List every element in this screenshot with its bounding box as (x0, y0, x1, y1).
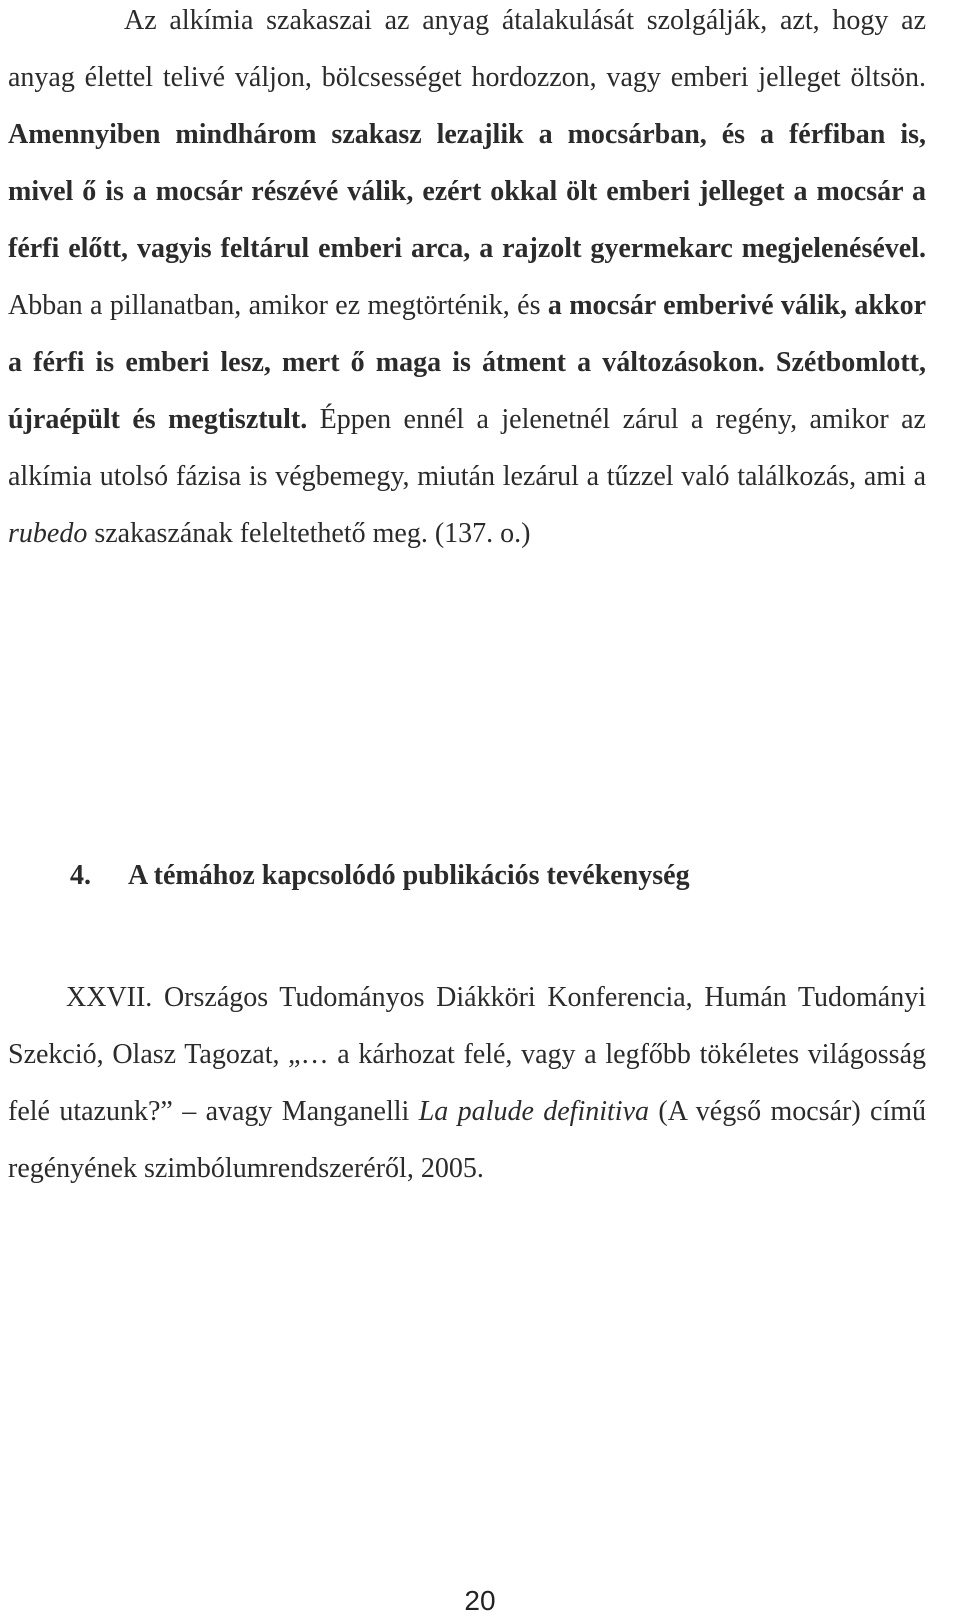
p1-bold-passage-2: a mocsár emberivé válik, akkor a férfi is emberi lesz, mert ő maga is átment a változásokon. Szétbomlott, újraépült és megtisztult. (8, 290, 926, 435)
publication-text: XXVII. Országos Tudományos Diákköri Konferencia, Humán Tudományi Szekció, Olasz Tagozat, „… a kárhozat felé, vagy a legfőbb tökéletes világosság felé utazunk?” – avagy Manganelli (8, 982, 926, 1127)
page-number: 20 (464, 1585, 496, 1616)
section-heading (70, 856, 690, 896)
p1-bold-passage: Amennyiben mindhárom szakasz lezajlik a mocsárban, és a férfiban is, mivel ő is a mocsár részévé válik, ezért okkal ölt emberi jelleget a mocsár a férfi előtt, vagyis feltárul emberi arca, a rajzolt gyermekarc megjelenésével. (8, 119, 926, 264)
body-paragraph-1 (8, 0, 926, 562)
p1-plain-passage-2: Éppen ennél a jelenetnél zárul a regény, amikor az alkímia utolsó fázisa is végbemegy, miután lezárul a tűzzel való találkozás, ami a (8, 404, 926, 492)
publication-text-end: (A végső mocsár) című regényének szimbólumrendszeréről, 2005. (8, 1096, 927, 1184)
section-number: 4. (70, 860, 91, 891)
p1-closing-text: szakaszának feleltethető meg. (137. o.) (87, 518, 531, 549)
section-title: A témához kapcsolódó publikációs tevékenység (128, 860, 690, 891)
p1-sentence-plain: Az alkímia szakaszai az anyag átalakulását szolgálják, azt, hogy az anyag élettel telivé váljon, bölcsességet hordozzon, vagy emberi jelleget öltsön. (8, 5, 926, 93)
p1-plain-passage: Abban a pillanatban, amikor ez megtörténik, és (8, 290, 548, 321)
p1-italic-term: rubedo (8, 518, 88, 549)
publication-book-title: La palude definitiva (418, 1096, 650, 1127)
publication-entry (8, 969, 926, 1197)
